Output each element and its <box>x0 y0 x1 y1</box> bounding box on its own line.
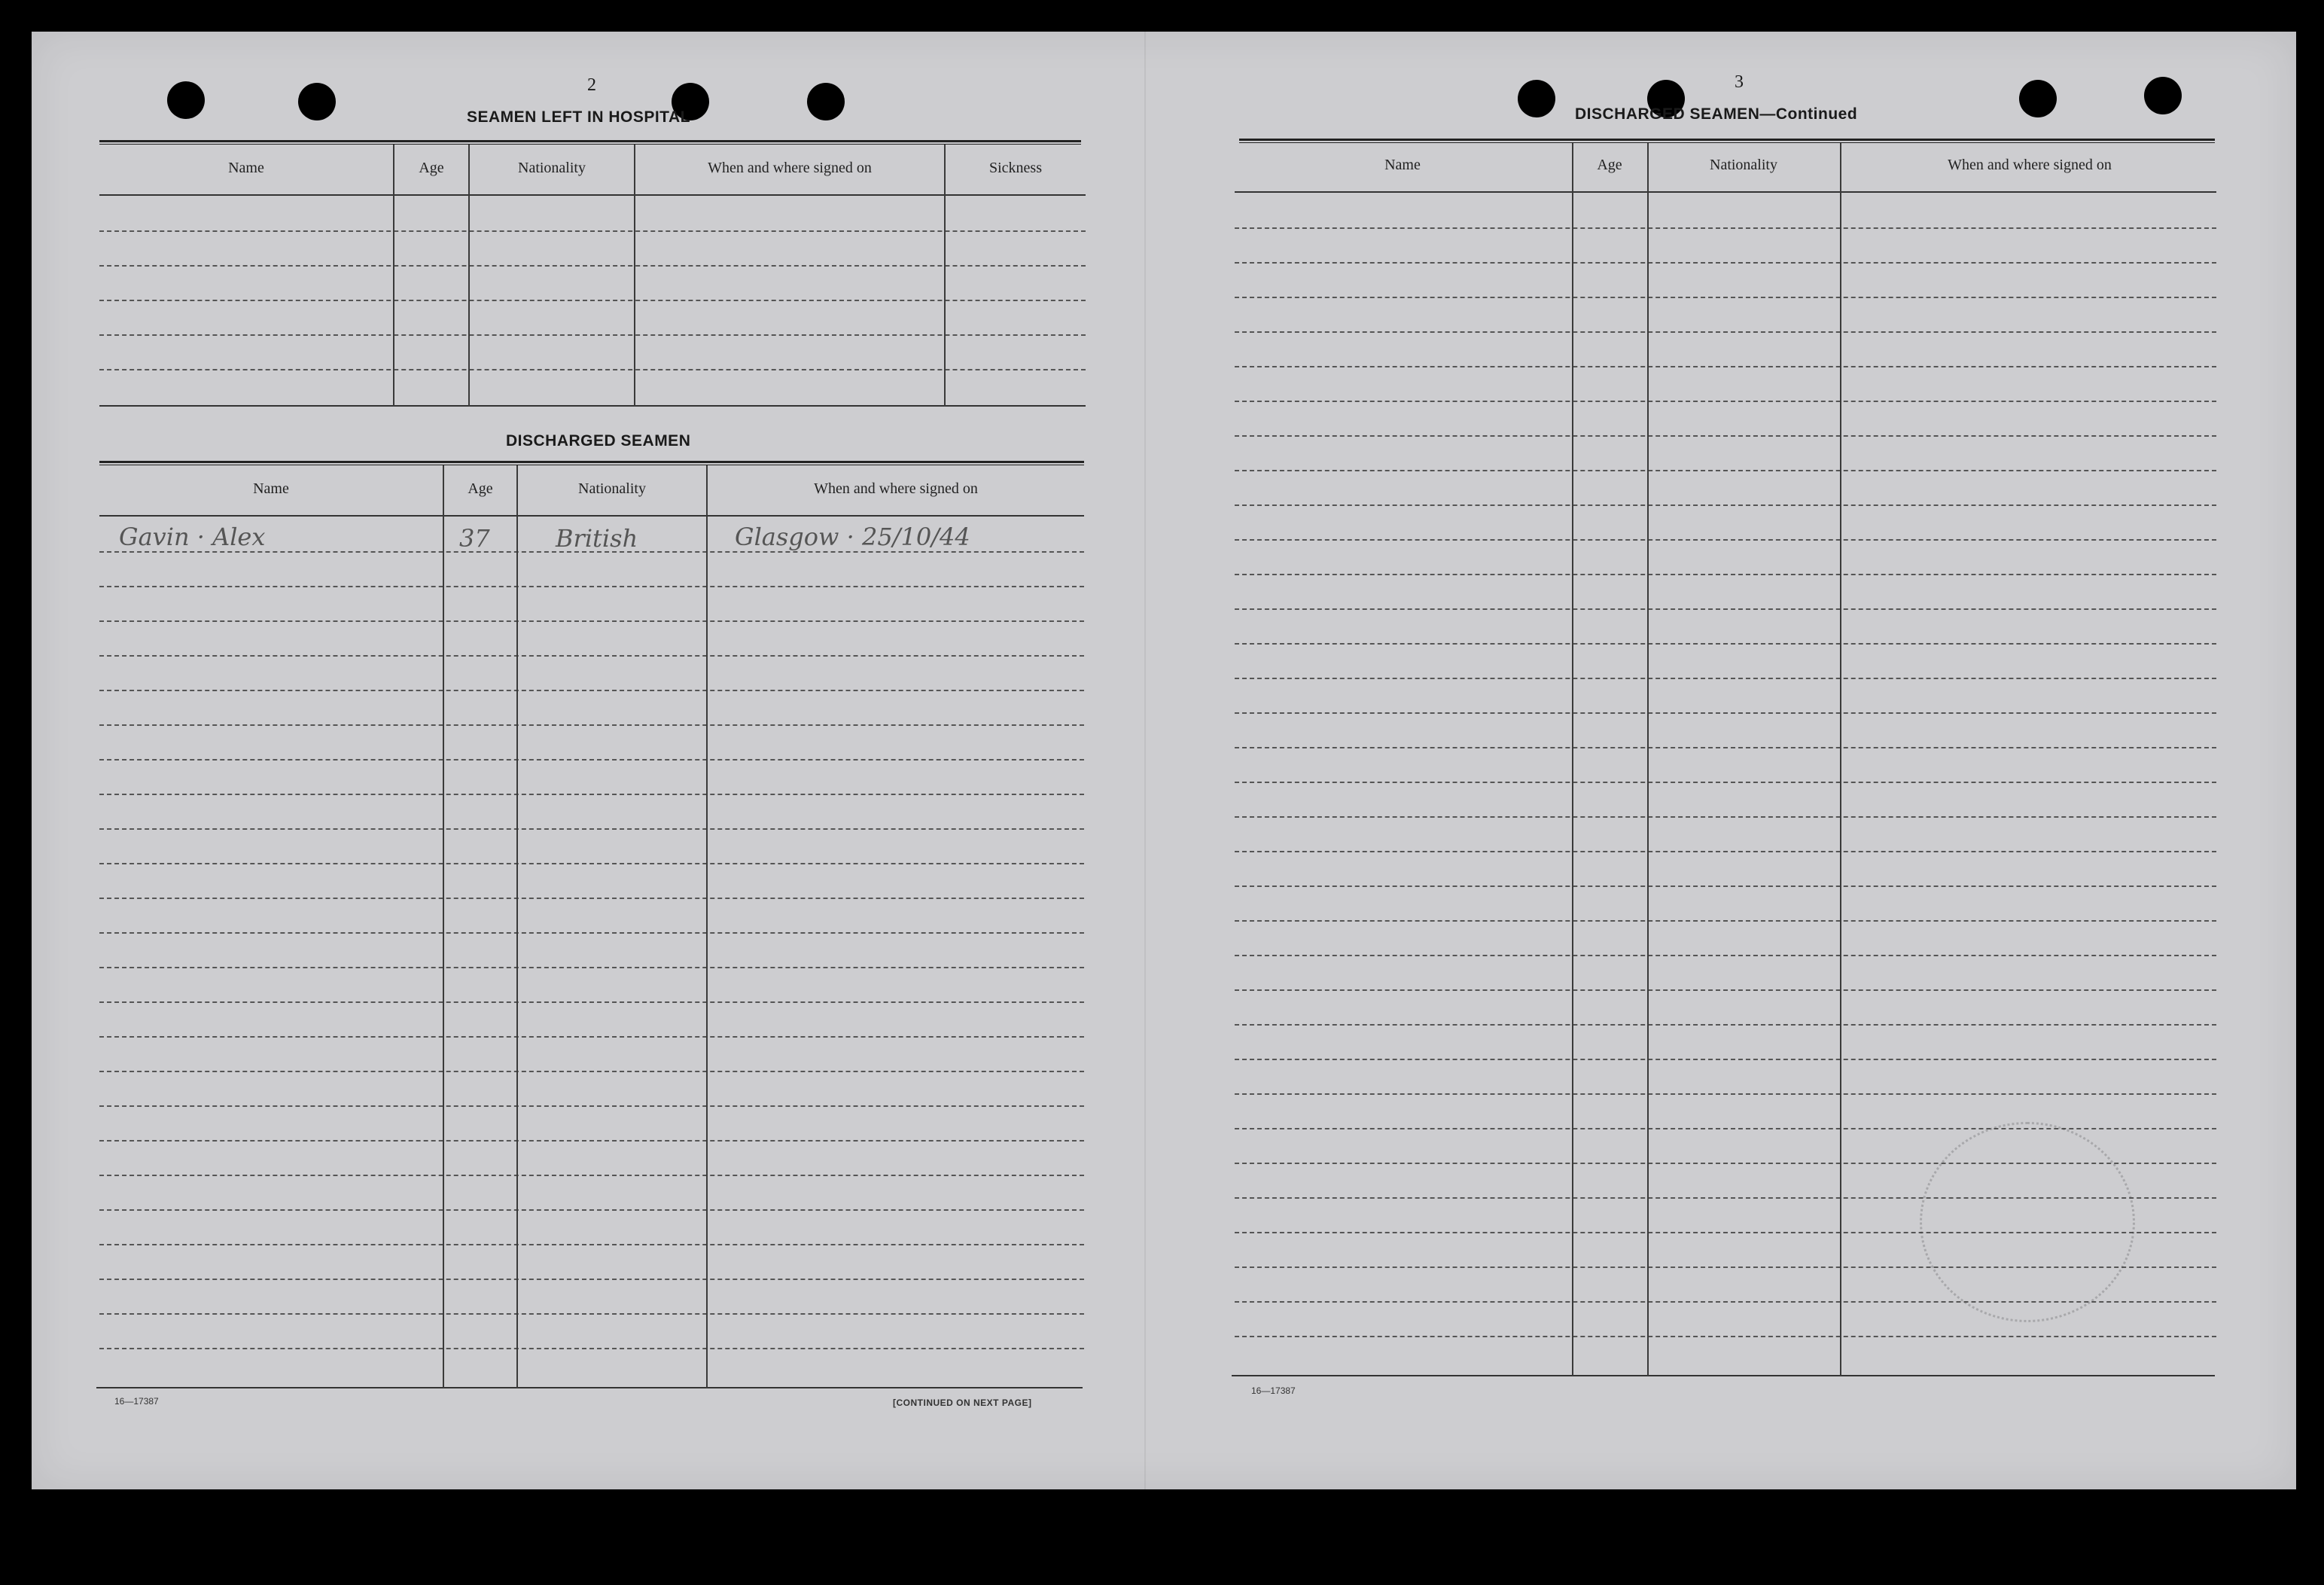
punch-hole <box>167 81 205 119</box>
punch-hole <box>2019 80 2057 117</box>
row-line <box>99 759 1084 760</box>
row-line <box>1235 262 2216 264</box>
punch-hole <box>807 83 845 120</box>
seaman-signed-on: Glasgow · 25/10/44 <box>735 523 970 551</box>
row-line <box>1235 401 2216 402</box>
punch-hole <box>1518 80 1555 117</box>
seaman-age: 37 <box>459 524 490 553</box>
row-line <box>99 863 1084 864</box>
row-line <box>99 230 1086 232</box>
row-line <box>1235 885 2216 887</box>
row-line <box>1235 297 2216 298</box>
table-bottom-rule <box>96 1387 1083 1388</box>
column-header-name: Name <box>228 160 264 176</box>
row-line <box>99 828 1084 830</box>
row-line <box>99 620 1084 622</box>
row-line <box>99 724 1084 726</box>
form-number: 16—17387 <box>1251 1385 1296 1396</box>
row-line <box>99 334 1086 336</box>
table-bottom-rule <box>99 405 1086 407</box>
row-line <box>99 967 1084 968</box>
column-header-name: Name <box>1384 157 1421 173</box>
column-header-nationality: Nationality <box>518 160 586 176</box>
row-line <box>99 690 1084 691</box>
row-line <box>1235 712 2216 714</box>
row-line <box>1235 504 2216 506</box>
hospital-section-title: SEAMEN LEFT IN HOSPITAL <box>467 108 690 126</box>
row-line <box>99 551 1084 553</box>
row-line <box>1235 1093 2216 1095</box>
row-line <box>99 1001 1084 1003</box>
row-line <box>1235 678 2216 679</box>
row-line <box>99 265 1086 267</box>
table-top-rule <box>99 140 1081 145</box>
punch-hole <box>2144 77 2182 114</box>
column-divider <box>1840 143 1841 1376</box>
column-divider <box>944 145 946 407</box>
title-main: DISCHARGED SEAMEN <box>1575 105 1760 123</box>
column-divider <box>1572 143 1573 1376</box>
column-header-signed-on: When and where signed on <box>708 160 872 176</box>
column-divider <box>634 145 635 407</box>
row-line <box>99 1348 1084 1349</box>
row-line <box>1235 608 2216 610</box>
column-header-age: Age <box>468 480 493 497</box>
column-header-age: Age <box>419 160 444 176</box>
page-number: 3 <box>1735 72 1744 92</box>
column-divider <box>516 465 518 1388</box>
row-line <box>99 1071 1084 1072</box>
column-divider <box>443 465 444 1388</box>
row-line <box>99 932 1084 934</box>
row-line <box>99 1175 1084 1176</box>
row-line <box>99 1140 1084 1142</box>
table-top-rule <box>1239 139 2215 143</box>
row-line <box>1235 574 2216 575</box>
header-rule <box>99 194 1086 196</box>
column-header-name: Name <box>253 480 289 497</box>
column-divider <box>1647 143 1649 1376</box>
column-divider <box>393 145 394 407</box>
title-suffix: —Continued <box>1759 105 1858 123</box>
column-header-signed-on: When and where signed on <box>1948 157 2112 173</box>
column-header-signed-on: When and where signed on <box>814 480 978 497</box>
page-number: 2 <box>587 75 596 95</box>
column-divider <box>706 465 708 1388</box>
seaman-name: Gavin · Alex <box>119 523 266 551</box>
row-line <box>1235 747 2216 748</box>
row-line <box>1235 331 2216 333</box>
row-line <box>1235 989 2216 991</box>
header-rule <box>1235 191 2216 193</box>
table-bottom-rule <box>1232 1375 2215 1376</box>
faded-stamp <box>1920 1122 2135 1322</box>
row-line <box>1235 470 2216 471</box>
row-line <box>99 1244 1084 1245</box>
row-line <box>99 898 1084 899</box>
continued-note: [CONTINUED ON NEXT PAGE] <box>893 1398 1032 1408</box>
row-line <box>1235 435 2216 437</box>
row-line <box>1235 782 2216 783</box>
row-line <box>99 586 1084 587</box>
row-line <box>1235 955 2216 956</box>
form-number: 16—17387 <box>114 1396 159 1407</box>
row-line <box>1235 643 2216 645</box>
row-line <box>1235 816 2216 818</box>
row-line <box>99 1209 1084 1211</box>
column-header-nationality: Nationality <box>578 480 646 497</box>
row-line <box>99 1036 1084 1038</box>
column-divider <box>468 145 470 407</box>
row-line <box>99 655 1084 657</box>
seaman-nationality: British <box>556 524 638 553</box>
discharged-section-title: DISCHARGED SEAMEN <box>506 432 691 450</box>
continued-section-title <box>1575 105 1857 123</box>
punch-hole <box>298 83 336 120</box>
row-line <box>99 369 1086 370</box>
table-top-rule <box>99 461 1084 465</box>
row-line <box>99 1105 1084 1107</box>
row-line <box>99 1279 1084 1280</box>
column-header-nationality: Nationality <box>1710 157 1777 173</box>
column-header-age: Age <box>1597 157 1622 173</box>
row-line <box>1235 539 2216 541</box>
row-line <box>1235 227 2216 229</box>
row-line <box>1235 366 2216 367</box>
row-line <box>99 300 1086 301</box>
header-rule <box>99 515 1084 517</box>
row-line <box>1235 1024 2216 1026</box>
row-line <box>99 1313 1084 1315</box>
column-header-sickness: Sickness <box>989 160 1042 176</box>
page-fold <box>1144 32 1146 1489</box>
row-line <box>1235 920 2216 922</box>
row-line <box>1235 851 2216 852</box>
row-line <box>1235 1059 2216 1060</box>
row-line <box>99 794 1084 795</box>
row-line <box>1235 1336 2216 1337</box>
